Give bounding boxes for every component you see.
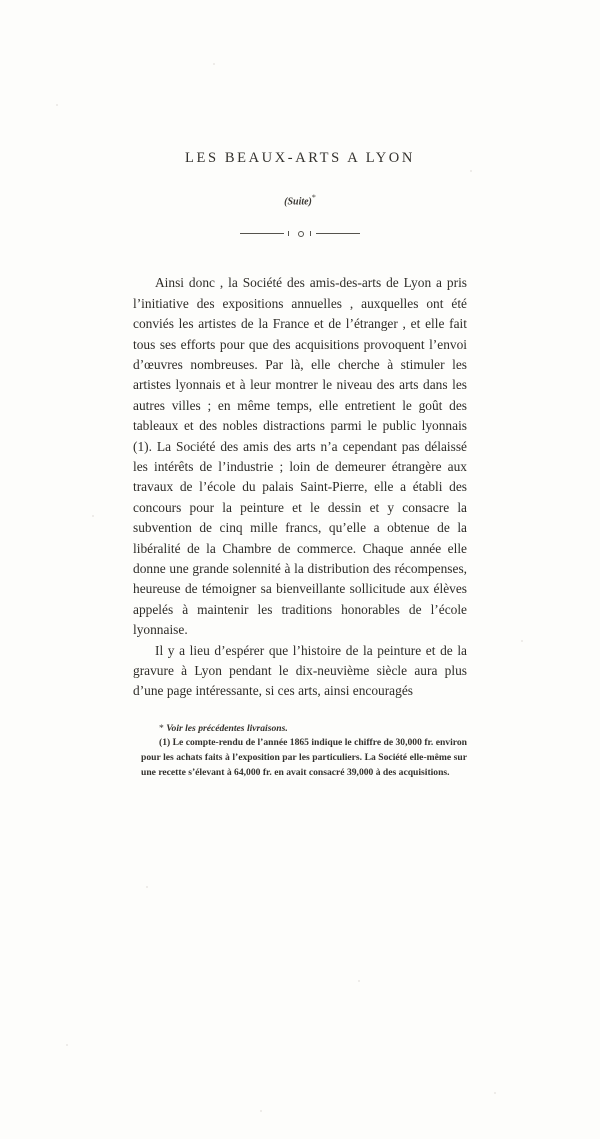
- subtitle-text: (Suite): [284, 196, 312, 208]
- footnote-one: [141, 736, 467, 780]
- footnote-text: Voir les précédentes livraisons.: [166, 722, 288, 734]
- paragraph: Ainsi donc , la Société des amis-des-arts de Lyon a pris l’initiative des expositions annuelles , auxquelles ont été conviés les artistes de la France et de l’étranger , et elle fait tous ses efforts pour que des acquisitions provoquent l’envoi d’œuvres nombreuses. Par là, elle cherche à stimuler les artistes lyonnais et à leur montrer le niveau des arts dans les autres villes ; en même temps, elle entretient le goût des tableaux et des nobles distractions parmi le public lyonnais (1). La Société des amis des arts n’a cependant pas délaissé les intérêts de l’industrie ; loin de demeurer étrangère aux travaux de l’école du palais Saint-Pierre, elle a établi des concours pour la peinture et le dessin et y consacre la subvention de cinq mille francs, qu’elle a obtenue de la libéralité de la Chambre de commerce. Chaque année elle donne une grande solennité à la distribution des récompenses, heureuse de témoigner sa bienveillante sollicitude aux élèves appelés à maintenir les traditions honorables de l’école lyonnaise.: [133, 275, 467, 638]
- body-text: [133, 273, 467, 702]
- footnote-marker: (1): [159, 737, 171, 749]
- footnote-text: Le compte-rendu de l’année 1865 indique le chiffre de 30,000 fr. environ pour les achats faits à l’exposition par les particuliers. La Société elle-même sur une recette s’élevant à 64,000 fr. en avait consacré 39,000 à des acquisitions.: [141, 737, 467, 778]
- footnotes: [133, 722, 467, 780]
- footnote-star: [141, 722, 467, 737]
- paragraph: Il y a lieu d’espérer que l’histoire de la peinture et de la gravure à Lyon pendant le dix-neuvième siècle aura plus d’une page intéressante, si ces arts, ainsi encouragés: [133, 642, 467, 699]
- subtitle-footnote-marker: *: [311, 193, 316, 202]
- page-title: LES BEAUX-ARTS A LYON: [185, 150, 415, 166]
- ornament-divider: [240, 227, 360, 239]
- footnote-marker: *: [159, 722, 164, 734]
- document-subtitle: [133, 193, 467, 207]
- document-content: [133, 150, 467, 780]
